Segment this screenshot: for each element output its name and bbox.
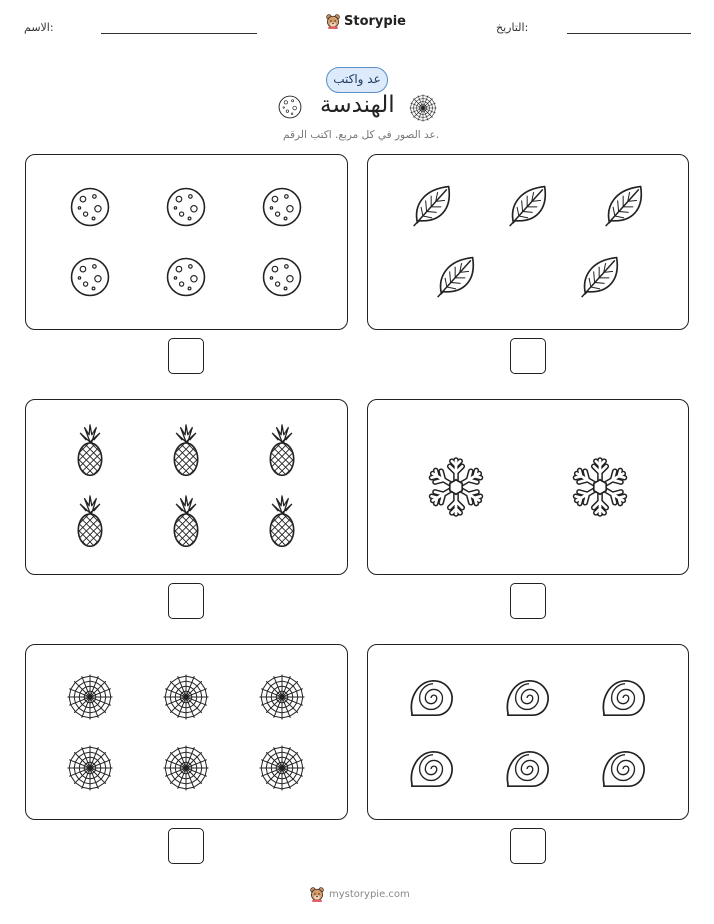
answer-box-webs[interactable]: [168, 828, 204, 864]
count-box-webs: [25, 644, 348, 820]
pineapple-icon: [264, 495, 300, 549]
shell-icon: [600, 748, 648, 790]
answer-box-shells[interactable]: [510, 828, 546, 864]
instruction-text: عد الصور في كل مربع. اكتب الرقم.: [283, 129, 440, 141]
spiderweb-icon: [161, 743, 211, 793]
bear-icon: [325, 13, 341, 29]
count-box-moons: [25, 154, 348, 330]
moon-icon: [68, 185, 112, 229]
brand-name: Storypie: [344, 13, 406, 29]
answer-box-leaves[interactable]: [510, 338, 546, 374]
snowflake-icon: [425, 456, 487, 518]
answer-box-pineapples[interactable]: [168, 583, 204, 619]
name-line[interactable]: [101, 33, 257, 34]
spiderweb-icon: [257, 672, 307, 722]
name-label: الاسم:: [24, 21, 54, 34]
spiderweb-icon: [161, 672, 211, 722]
brand-logo: [325, 13, 406, 29]
date-line[interactable]: [567, 33, 691, 34]
bear-icon: [309, 886, 325, 902]
date-label: التاريخ:: [496, 21, 529, 34]
leaf-icon: [602, 182, 648, 228]
leaf-icon: [434, 253, 480, 299]
spiderweb-icon: [65, 743, 115, 793]
count-box-shells: [367, 644, 689, 820]
pineapple-icon: [168, 495, 204, 549]
moon-icon: [164, 185, 208, 229]
shell-icon: [408, 677, 456, 719]
moon-icon: [164, 255, 208, 299]
moon-icon: [68, 255, 112, 299]
shell-icon: [504, 748, 552, 790]
footer-url[interactable]: mystorypie.com: [329, 888, 410, 900]
leaf-icon: [506, 182, 552, 228]
footer: [309, 886, 410, 902]
moon-icon: [260, 255, 304, 299]
page-title: الهندسة: [320, 92, 395, 118]
answer-box-snowflakes[interactable]: [510, 583, 546, 619]
leaf-icon: [410, 182, 456, 228]
shell-icon: [504, 677, 552, 719]
spiderweb-icon: [257, 743, 307, 793]
pineapple-icon: [72, 424, 108, 478]
leaf-icon: [578, 253, 624, 299]
pineapple-icon: [264, 424, 300, 478]
shell-icon: [408, 748, 456, 790]
count-box-pineapples: [25, 399, 348, 575]
answer-box-moons[interactable]: [168, 338, 204, 374]
worksheet-type-badge: عد واكتب: [326, 67, 388, 93]
spiderweb-icon: [408, 93, 438, 123]
spiderweb-icon: [65, 672, 115, 722]
count-box-leaves: [367, 154, 689, 330]
snowflake-icon: [569, 456, 631, 518]
pineapple-icon: [72, 495, 108, 549]
pineapple-icon: [168, 424, 204, 478]
count-box-snowflakes: [367, 399, 689, 575]
moon-icon: [277, 93, 307, 123]
moon-icon: [260, 185, 304, 229]
shell-icon: [600, 677, 648, 719]
